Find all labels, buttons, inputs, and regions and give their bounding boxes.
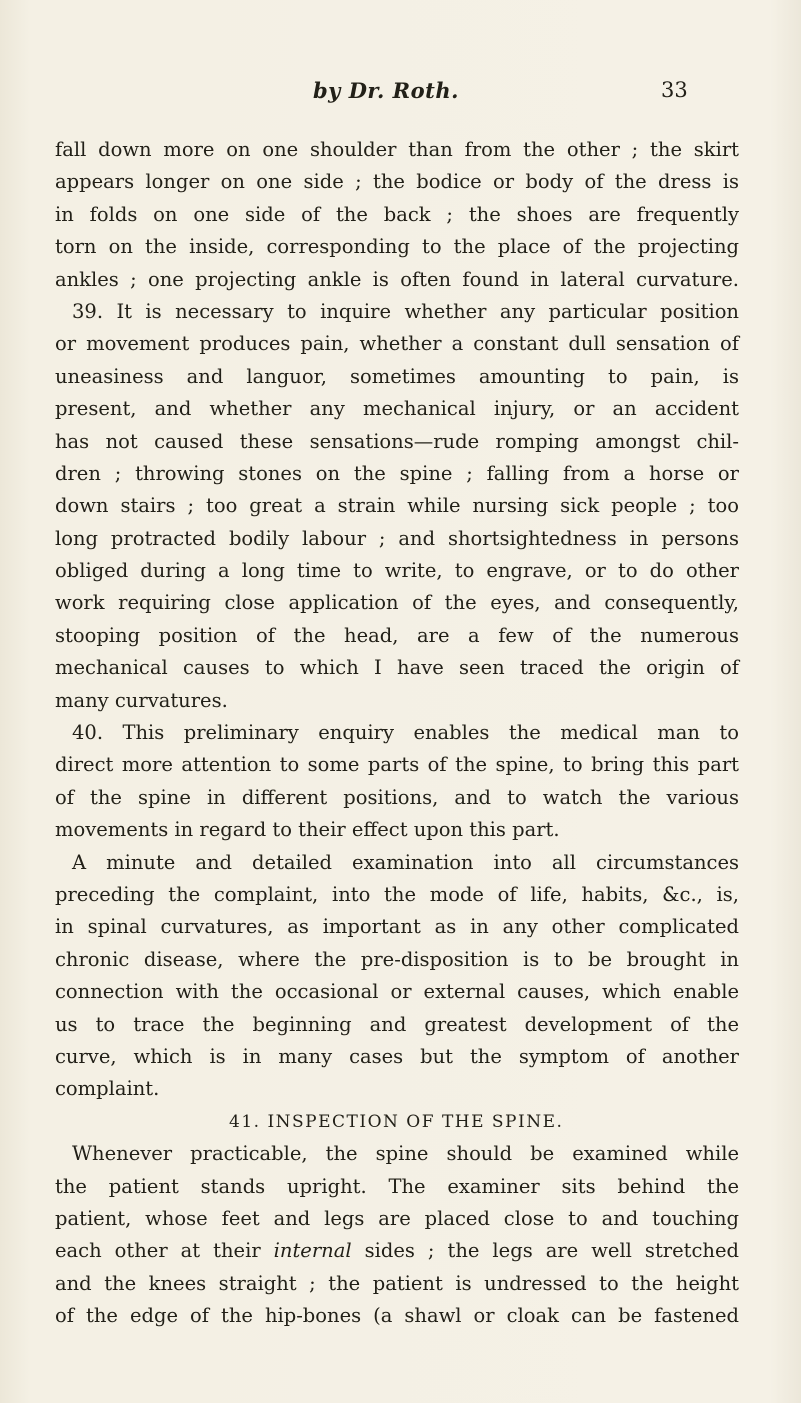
text-line: curve, which is in many cases but the symptom of another: [55, 1044, 739, 1068]
text-line: obliged during a long time to write, to engrave, or to do other: [55, 559, 739, 583]
text-line: ankles ; one projecting ankle is often found in lateral curvature.: [55, 267, 739, 291]
text-line: mechanical causes to which I have seen traced the origin of: [55, 656, 739, 680]
text-line: work requiring close application of the eyes, and consequently,: [55, 591, 739, 615]
text-line: the patient stands upright. The examiner sits behind the: [55, 1174, 739, 1198]
text-line-with-italic: [55, 1235, 739, 1267]
text-line: of the edge of the hip-bones (a shawl or cloak can be fastened: [55, 1304, 739, 1328]
text-line: many curvatures.: [55, 688, 228, 712]
running-head: by Dr. Roth.: [313, 78, 459, 103]
text-line: present, and whether any mechanical injury, or an accident: [55, 397, 739, 421]
text-line: fall down more on one shoulder than from the other ; the skirt: [55, 138, 739, 161]
italic-word: internal: [273, 1239, 352, 1263]
page-number: 33: [661, 78, 688, 102]
text-line: down stairs ; too great a strain while nursing sick people ; too: [55, 494, 739, 518]
text-line: of the spine in different positions, and to watch the various: [55, 785, 739, 809]
text-line: has not caused these sensations—rude romping amongst chil-: [55, 429, 739, 453]
body-text: [55, 134, 739, 1332]
text-line: us to trace the beginning and greatest development of the: [55, 1012, 739, 1036]
text-line: chronic disease, where the pre-disposition is to be brought in: [55, 947, 739, 971]
section-heading: 41. INSPECTION OF THE SPINE.: [229, 1111, 564, 1132]
text-line: long protracted bodily labour ; and shortsightedness in persons: [55, 526, 739, 550]
text-line: preceding the complaint, into the mode of life, habits, &c., is,: [55, 882, 739, 906]
text-line: movements in regard to their effect upon this part.: [55, 818, 560, 842]
text-line: stooping position of the head, are a few of the numerous: [55, 623, 739, 647]
text-line: connection with the occasional or external causes, which enable: [55, 980, 739, 1004]
text-line: in spinal curvatures, as important as in any other complicated: [55, 915, 739, 939]
text-line: appears longer on one side ; the bodice or body of the dress is: [55, 170, 739, 194]
paragraph-start: A minute and detailed examination into all circumstances: [72, 850, 739, 874]
paragraph-40-start: 40. This preliminary enquiry enables the medical man to: [72, 721, 739, 745]
text-line: patient, whose feet and legs are placed close to and touching: [55, 1206, 739, 1230]
text-segment: each other at their: [55, 1239, 261, 1263]
text-segment: sides ; the legs are well stretched: [364, 1239, 739, 1263]
text-line: or movement produces pain, whether a constant dull sensation of: [55, 332, 739, 356]
paragraph-41-start: Whenever practicable, the spine should be examined while: [72, 1142, 739, 1166]
paragraph-39-start: 39. It is necessary to inquire whether any particular position: [72, 299, 739, 323]
page-header: [0, 78, 801, 108]
text-line: dren ; throwing stones on the spine ; falling from a horse or: [55, 461, 739, 485]
text-line: uneasiness and languor, sometimes amounting to pain, is: [55, 364, 739, 388]
text-line: and the knees straight ; the patient is undressed to the height: [55, 1271, 739, 1295]
text-line: complaint.: [55, 1077, 160, 1101]
text-line: in folds on one side of the back ; the shoes are frequently: [55, 202, 739, 226]
text-line: torn on the inside, corresponding to the place of the projecting: [55, 235, 739, 259]
text-line: direct more attention to some parts of the spine, to bring this part: [55, 753, 739, 777]
